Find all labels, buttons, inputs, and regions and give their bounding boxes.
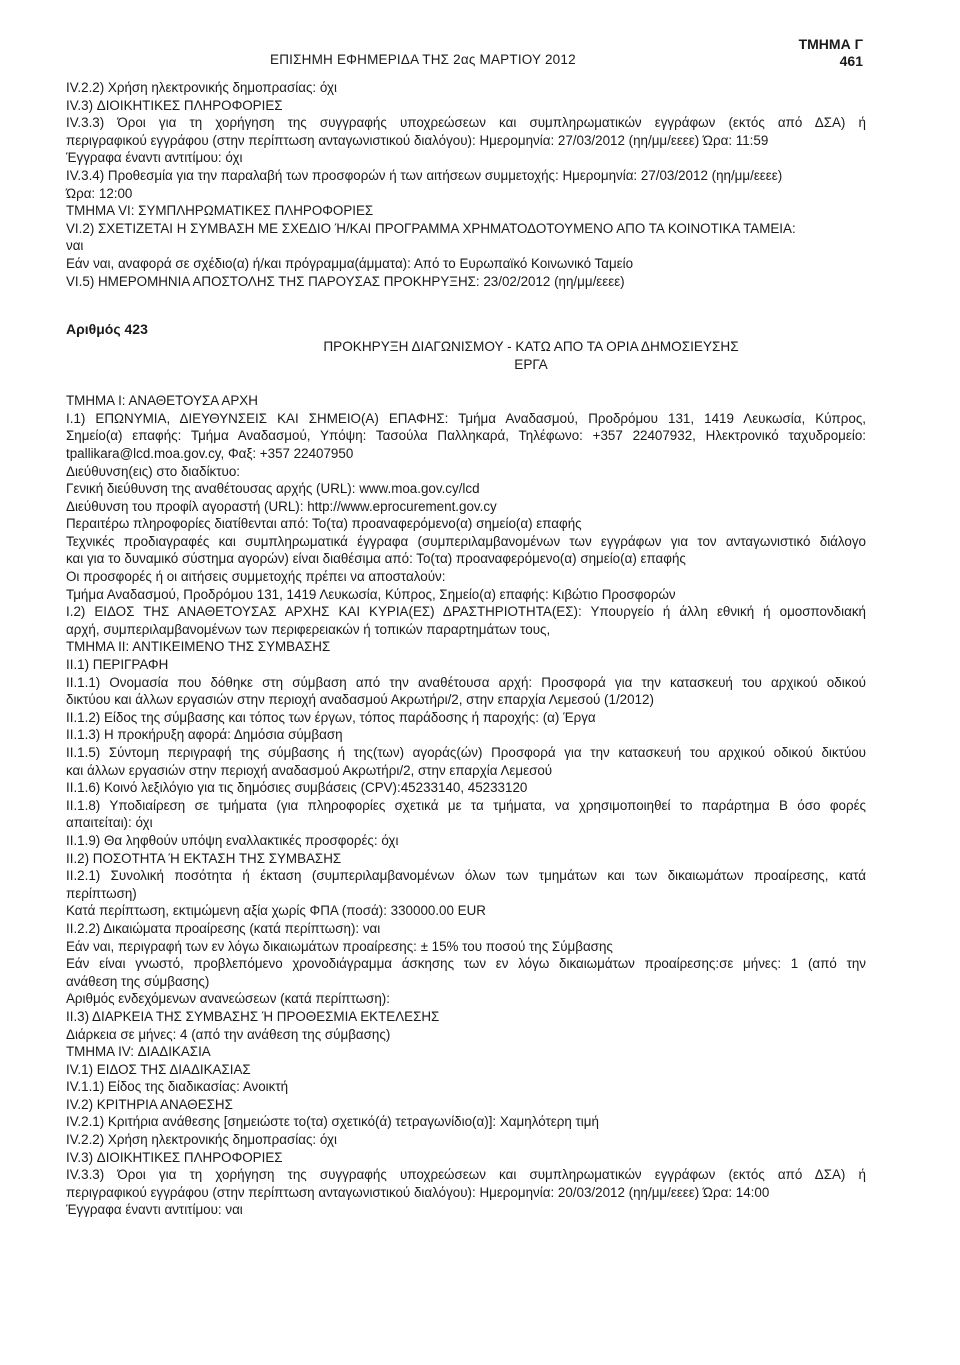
text-line: ΤΜΗΜΑ ΙΙ: ΑΝΤΙΚΕΙΜΕΝΟ ΤΗΣ ΣΥΜΒΑΣΗΣ [66,639,331,655]
text-line: δικτύου και άλλων εργασιών στην περιοχή αναδασμού Ακρωτήρι/2, στην επαρχία Λεμεσού (1/2012) [66,692,654,708]
text-line: ΙΙ.1.2) Είδος της σύμβασης και τόπος των έργων, τόπος παράδοσης ή παροχής: (α) Έργα [66,709,596,725]
text-line: IV.3) ΔΙΟΙΚΗΤΙΚΕΣ ΠΛΗΡΟΦΟΡΙΕΣ [66,97,283,113]
text-line: περιγραφικού εγγράφου (στην περίπτωση ανταγωνιστικού διαλόγου): Ημερομηνία: 20/03/2012 (ηη/μμ/εεεε) Ώρα: 14:00 [66,1184,770,1200]
text-line: ΙΙ.1) ΠΕΡΙΓΡΑΦΗ [66,657,169,673]
text-line: ανάθεση της σύμβασης) [66,973,210,989]
text-line: VI.5) ΗΜΕΡΟΜΗΝΙΑ ΑΠΟΣΤΟΛΗΣ ΤΗΣ ΠΑΡΟΥΣΑΣ ΠΡΟΚΗΡΥΞΗΣ: 23/02/2012 (ηη/μμ/εεεε) [66,273,625,289]
text-line: ΙΙ.2.1) Συνολική ποσότητα ή έκταση (συμπεριλαμβανομένων όλων των τμημάτων και των δικαιωμάτων προαίρεσης, κατά [66,868,866,884]
text-line: και για το δυναμικό σύστημα αγορών) είναι διαθέσιμα από: Το(τα) προαναφερόμενο(α) σημείο(α) επαφής [66,551,686,567]
text-line: ΤΜΗΜΑ IV: ΔΙΑΔΙΚΑΣΙΑ [66,1044,211,1060]
spacer [66,290,866,320]
notice-subtitle: ΕΡΓΑ [514,357,548,373]
text-line: απαιτείται): όχι [66,815,153,831]
text-line: Ώρα: 12:00 [66,185,133,201]
text-line: ΙΙ.1.1) Ονομασία που δόθηκε στη σύμβαση από την αναθέτουσα αρχή: Προσφορά για την κατασκευή του αρχικού οδικού [66,674,866,690]
text-line: ΙΙ.2.2) Δικαιώματα προαίρεσης (κατά περίπτωση): ναι [66,920,381,936]
text-line: IV.1.1) Είδος της διαδικασίας: Ανοικτή [66,1079,289,1095]
text-line: Σημείο(α) επαφής: Τμήμα Αναδασμού, Υπόψη: Τασούλα Παλληκαρά, Τηλέφωνο: +357 22407932, Ηλεκτρονικό ταχυδρομείο: [66,428,866,444]
text-line: ΙΙ.2) ΠΟΣΟΤΗΤΑ Ή ΕΚΤΑΣΗ ΤΗΣ ΣΥΜΒΑΣΗΣ [66,850,342,866]
text-line: ΙΙ.3) ΔΙΑΡΚΕΙΑ ΤΗΣ ΣΥΜΒΑΣΗΣ Ή ΠΡΟΘΕΣΜΙΑ ΕΚΤΕΛΕΣΗΣ [66,1008,440,1024]
text-line: IV.2.2) Χρήση ηλεκτρονικής δημοπρασίας: όχι [66,80,337,95]
page-number: 461 [839,53,863,69]
spacer [66,374,866,392]
notice-title: ΠΡΟΚΗΡΥΞΗ ΔΙΑΓΩΝΙΣΜΟΥ - ΚΑΤΩ ΑΠΟ ΤΑ ΟΡΙΑ ΔΗΜΟΣΙΕΥΣΗΣ [323,339,739,355]
text-line: περιγραφικού εγγράφου (στην περίπτωση ανταγωνιστικού διαλόγου): Ημερομηνία: 27/03/2012 (ηη/μμ/εεεε) Ώρα: 11:59 [66,132,769,148]
text-line: IV.3.3) Όροι για τη χορήγηση της συγγραφής υποχρεώσεων και συμπληρωματικών εγγράφων (εκτός από ΔΣΑ) ή [66,115,866,131]
text-line: ΙΙ.1.6) Κοινό λεξιλόγιο για τις δημόσιες συμβάσεις (CPV):45233140, 45233120 [66,780,528,796]
text-line: Περαιτέρω πληροφορίες διατίθενται από: Το(τα) προαναφερόμενο(α) σημείο(α) επαφής [66,516,582,532]
text-line: IV.2) ΚΡΙΤΗΡΙΑ ΑΝΑΘΕΣΗΣ [66,1096,233,1112]
text-line: Διάρκεια σε μήνες: 4 (από την ανάθεση της σύμβασης) [66,1026,391,1042]
text-line: Κατά περίπτωση, εκτιμώμενη αξία χωρίς ΦΠΑ (ποσά): 330000.00 EUR [66,903,486,919]
text-line: IV.2.2) Χρήση ηλεκτρονικής δημοπρασίας: όχι [66,1132,337,1148]
text-line: αρχή, συμπεριλαμβανομένων των περιφερειακών ή τοπικών παραρτημάτων τους, [66,621,551,637]
text-line: IV.2.1) Κριτήρια ανάθεσης [σημειώστε το(τα) σχετικό(ά) τετραγωνίδιο(α)]: Χαμηλότερη τιμή [66,1114,599,1130]
text-line: Εάν ναι, περιγραφή των εν λόγω δικαιωμάτων προαίρεσης: ± 15% του ποσού της Σύμβασης [66,938,613,954]
text-line: tpallikara@lcd.moa.gov.cy, Φαξ: +357 22407950 [66,445,354,461]
text-line: Τεχνικές προδιαγραφές και συμπληρωματικά έγγραφα (συμπεριλαμβανομένων των εγγράφων για τον ανταγωνιστικό διάλογο [66,533,866,549]
text-line: Οι προσφορές ή οι αιτήσεις συμμετοχής πρέπει να αποσταλούν: [66,569,446,585]
page-header [0,36,960,76]
text-line: Γενική διεύθυνση της αναθέτουσας αρχής (URL): www.moa.gov.cy/lcd [66,481,480,497]
notice-number: Αριθμός 423 [66,321,148,338]
notice-body [66,392,866,1219]
text-line: Αριθμός ενδεχόμενων ανανεώσεων (κατά περίπτωση): [66,991,390,1007]
text-line: Εάν είναι γνωστό, προβλεπόμενο χρονοδιάγραμμα άσκησης των εν λόγω δικαιωμάτων προαίρεσης:σε μήνες: 1 (από την [66,956,866,972]
text-line: Διεύθυνση(εις) στο διαδίκτυο: [66,463,241,479]
text-line: Έγγραφα έναντι αντιτίμου: όχι [66,150,243,166]
text-line: Διεύθυνση του προφίλ αγοραστή (URL): http://www.eprocurement.gov.cy [66,498,497,514]
text-line: ΤΜΗΜΑ Ι: ΑΝΑΘΕΤΟΥΣΑ ΑΡΧΗ [66,393,258,409]
text-line: IV.3) ΔΙΟΙΚΗΤΙΚΕΣ ΠΛΗΡΟΦΟΡΙΕΣ [66,1149,283,1165]
text-line: περίπτωση) [66,885,137,901]
text-line: IV.3.3) Όροι για τη χορήγηση της συγγραφής υποχρεώσεων και συμπληρωματικών εγγράφων (εκτός από ΔΣΑ) ή [66,1167,866,1183]
text-line: VI.2) ΣΧΕΤΙΖΕΤΑΙ Η ΣΥΜΒΑΣΗ ΜΕ ΣΧΕΔΙΟ Ή/ΚΑΙ ΠΡΟΓΡΑΜΜΑ ΧΡΗΜΑΤΟΔΟΤΟΥΜΕΝΟ ΑΠΟ ΤΑ ΚΟΙΝΟΤΙΚΑ ΤΑΜΕΙΑ: [66,220,796,236]
section-label: ΤΜΗΜΑ Γ [798,36,863,52]
text-line: ναι [66,238,84,254]
section-heading: ΤΜΗΜΑ VI: ΣΥΜΠΛΗΡΩΜΑΤΙΚΕΣ ΠΛΗΡΟΦΟΡΙΕΣ [66,203,374,219]
text-line: ΙΙ.1.9) Θα ληφθούν υπόψη εναλλακτικές προσφορές: όχι [66,832,399,848]
text-line: ΙΙ.1.3) Η προκήρυξη αφορά: Δημόσια σύμβαση [66,727,343,743]
text-line: Εάν ναι, αναφορά σε σχέδιο(α) ή/και πρόγραμμα(άμματα): Από το Ευρωπαϊκό Κοινωνικό Ταμείο [66,255,634,271]
gazette-title: ΕΠΙΣΗΜΗ ΕΦΗΜΕΡΙΔΑ ΤΗΣ 2ας ΜΑΡΤΙΟΥ 2012 [270,52,576,67]
text-line: IV.1) ΕΙΔΟΣ ΤΗΣ ΔΙΑΔΙΚΑΣΙΑΣ [66,1061,251,1077]
page-content [66,79,866,1219]
text-line: και άλλων εργασιών στην περιοχή αναδασμού Ακρωτήρι/2, στην επαρχία Λεμεσού [66,762,553,778]
text-line: IV.3.4) Προθεσμία για την παραλαβή των προσφορών ή των αιτήσεων συμμετοχής: Ημερομηνία: 27/03/2012 (ηη/μμ/εεεε) [66,167,783,183]
text-line: Ι.1) ΕΠΩΝΥΜΙΑ, ΔΙΕΥΘΥΝΣΕΙΣ ΚΑΙ ΣΗΜΕΙΟ(Α) ΕΠΑΦΗΣ: Τμήμα Αναδασμού, Προδρόμου 131, 1419 Λευκωσία, Κύπρος, [66,410,866,426]
text-line: Ι.2) ΕΙΔΟΣ ΤΗΣ ΑΝΑΘΕΤΟΥΣΑΣ ΑΡΧΗΣ ΚΑΙ ΚΥΡΙΑ(ΕΣ) ΔΡΑΣΤΗΡΙΟΤΗΤΑ(ΕΣ): Υπουργείο ή άλλη εθνική ή ομοσπονδιακή [66,604,866,620]
text-line: Έγγραφα έναντι αντιτίμου: ναι [66,1202,243,1218]
text-line: ΙΙ.1.5) Σύντομη περιγραφή της σύμβασης ή της(των) αγοράς(ών) Προσφορά για την κατασκευή του αρχικού οδικού δικτύου [66,745,866,760]
text-line: ΙΙ.1.8) Υποδιαίρεση σε τμήματα (για πληροφορίες σχετικά με τα τμήματα, να χρησιμοποιηθεί το παράρτημα Β όσο φορές [66,797,866,813]
text-line: Τμήμα Αναδασμού, Προδρόμου 131, 1419 Λευκωσία, Κύπρος, Σημείο(α) επαφής: Κιβώτιο Προσφορών [66,586,676,602]
